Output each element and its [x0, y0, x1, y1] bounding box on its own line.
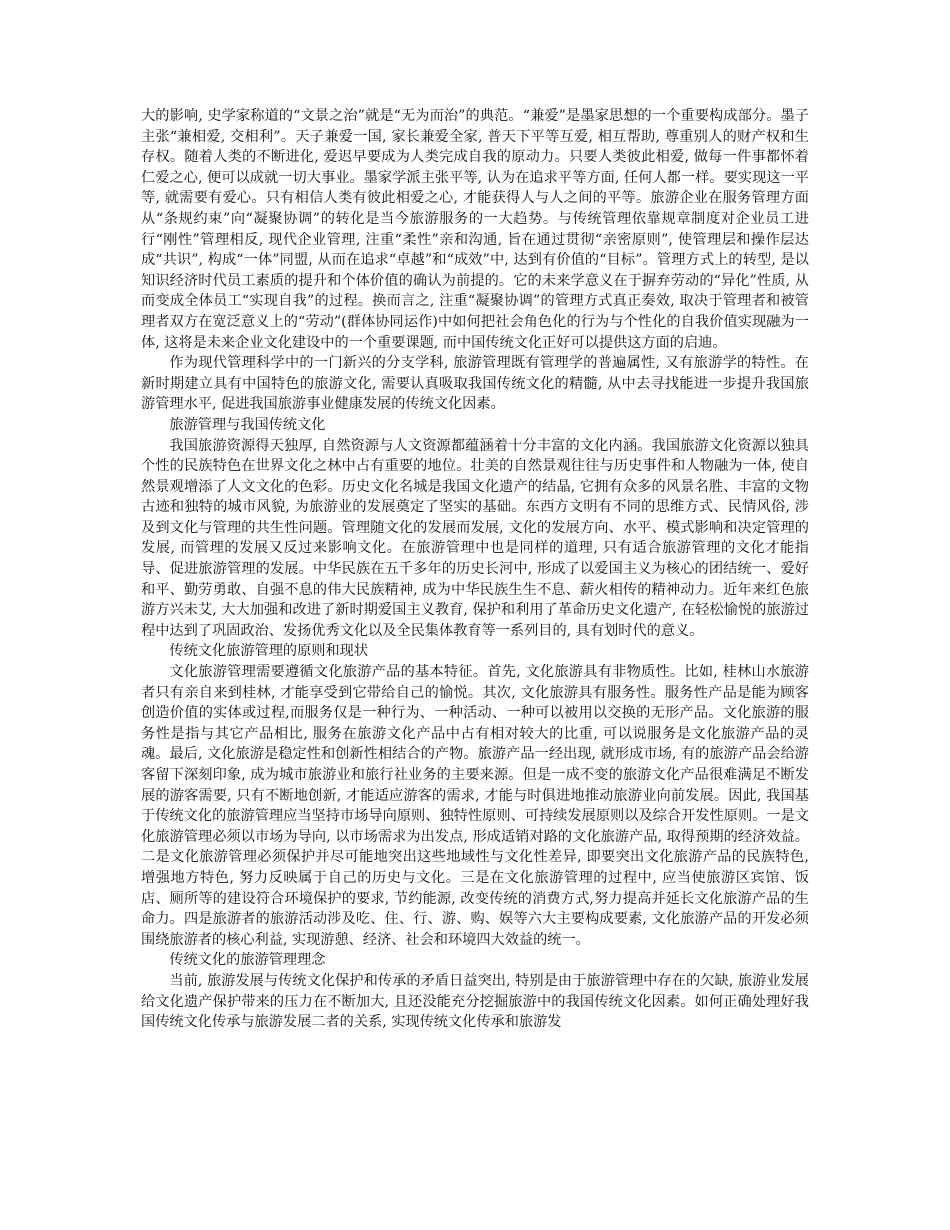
section-heading-2: 传统文化旅游管理的原则和现状: [169, 643, 369, 660]
paragraph-3: 我国旅游资源得天独厚, 自然资源与人文资源都蕴涵着十分丰富的文化内涵。我国旅游文化资源以独具个性的民族特色在世界文化之林中占有重要的地位。壮美的自然景观往往与历史事件和人物融为一体, 使自然景观增添了人文文化的色彩。历史文化名城是我国文化遗产的结晶, 它拥有众多的风景名胜、丰富的文物古迹和独特的城市风貌, 为旅游业的发展奠定了坚实的基础。东西方文明有不同的思维方式、民情风俗, 涉及到文化与管理的共生性问题。管理随文化的发展而发展, 文化的发展方向、水平、模式影响和决定管理的发展, 而管理的发展又反过来影响文化。在旅游管理中也是同样的道理, 只有适合旅游管理的文化才能指导、促进旅游管理的发展。中华民族在五千多年的历史长河中, 形成了以爱国主义为核心的团结统一、爱好和平、勤劳勇敢、自强不息的伟大民族精神, 成为中华民族生生不息、薪火相传的精神动力。近年来红色旅游方兴未艾, 大大加强和改进了新时期爱国主义教育, 保护和利用了革命历史文化遗产, 在轻松愉悦的旅游过程中达到了巩固政治、发扬优秀文化以及全民集体教育等一系列目的, 具有划时代的意义。: [141, 437, 809, 639]
document-body: [141, 106, 809, 1033]
section-heading-1: 旅游管理与我国传统文化: [169, 416, 326, 433]
paragraph-2: 作为现代管理科学中的一门新兴的分支学科, 旅游管理既有管理学的普遍属性, 又有旅游学的特性。在新时期建立具有中国特色的旅游文化, 需要认真吸取我国传统文化的精髓, 从中去寻找能进一步提升我国旅游管理水平, 促进我国旅游事业健康发展的传统文化因素。: [141, 355, 809, 413]
paragraph-5: 当前, 旅游发展与传统文化保护和传承的矛盾日益突出, 特别是由于旅游管理中存在的欠缺, 旅游业发展给文化遗产保护带来的压力在不断加大, 且还没能充分挖掘旅游中的我国传统文化因素。如何正确处理好我国传统文化传承与旅游发展二者的关系, 实现传统文化传承和旅游发: [141, 972, 809, 1031]
paragraph-1: 大的影响, 史学家称道的“文景之治”就是“无为而治”的典范。“兼爱”是墨家思想的一个重要构成部分。墨子主张“兼相爱, 交相利”。天子兼爱一国, 家长兼爱全家, 普天下平等互爱, 相互帮助, 尊重别人的财产权和生存权。随着人类的不断进化, 爱迟早要成为人类完成自我的原动力。只要人类彼此相爱, 做每一件事都怀着仁爱之心, 便可以成就一切大事业。墨家学派主张平等, 认为在追求平等方面, 任何人都一样。要实现这一平等, 就需要有爱心。只有相信人类有彼此相爱之心, 才能获得人与人之间的平等。旅游企业在服务管理方面从“条规约束”向“凝聚协调”的转化是当今旅游服务的一大趋势。与传统管理依靠规章制度对企业员工进行“刚性”管理相反, 现代企业管理, 注重“柔性”亲和沟通, 旨在通过贯彻“亲密原则”, 使管理层和操作层达成“共识”, 构成“一体”同盟, 从而在追求“卓越”和“成效”中, 达到有价值的“目标”。管理方式上的转型, 是以知识经济时代员工素质的提升和个体价值的确认为前提的。它的未来学意义在于摒弃劳动的“异化”性质, 从而变成全体员工“实现自我”的过程。换而言之, 注重“凝聚协调”的管理方式真正奏效, 取决于管理者和被管理者双方在宽泛意义上的“劳动”(群体协同运作)中如何把社会角色化的行为与个性化的自我价值实现融为一体, 这将是未来企业文化建设中的一个重要课题, 而中国传统文化正好可以提供这方面的启迪。: [141, 108, 809, 351]
paragraph-4: 文化旅游管理需要遵循文化旅游产品的基本特征。首先, 文化旅游具有非物质性。比如, 桂林山水旅游者只有亲自来到桂林, 才能享受到它带给自己的愉悦。其次, 文化旅游具有服务性。服务性产品是能为顾客创造价值的实体或过程,而服务仅是一种行为、一种活动、一种可以被用以交换的无形产品。文化旅游的服务性是指与其它产品相比, 服务在旅游文化产品中占有相对较大的比重, 可以说服务是文化旅游产品的灵魂。最后, 文化旅游是稳定性和创新性相结合的产物。旅游产品一经出现, 就形成市场, 有的旅游产品会给游客留下深刻印象, 成为城市旅游业和旅行社业务的主要来源。但是一成不变的旅游文化产品很难满足不断发展的游客需要, 只有不断地创新, 才能适应游客的需求, 才能与时俱进地推动旅游业向前发展。因此, 我国基于传统文化的旅游管理应当坚持市场导向原则、独特性原则、可持续发展原则以及综合开发性原则。一是文化旅游管理必须以市场为导向, 以市场需求为出发点, 形成适销对路的文化旅游产品, 取得预期的经济效益。二是文化旅游管理必须保护并尽可能地突出这些地域性与文化性差异, 即要突出文化旅游产品的民族特色, 增强地方特色, 努力反映属于自己的历史与文化。三是在文化旅游管理的过程中, 应当使旅游区宾馆、饭店、厕所等的建设符合环境保护的要求, 节约能源, 改变传统的消费方式,努力提高并延长文化旅游产品的生命力。四是旅游者的旅游活动涉及吃、住、行、游、购、娱等六大主要构成要素, 文化旅游产品的开发必须围绕旅游者的核心利益, 实现游憩、经济、社会和环境四大效益的统一。: [141, 664, 809, 948]
section-heading-3: 传统文化的旅游管理理念: [169, 952, 326, 969]
